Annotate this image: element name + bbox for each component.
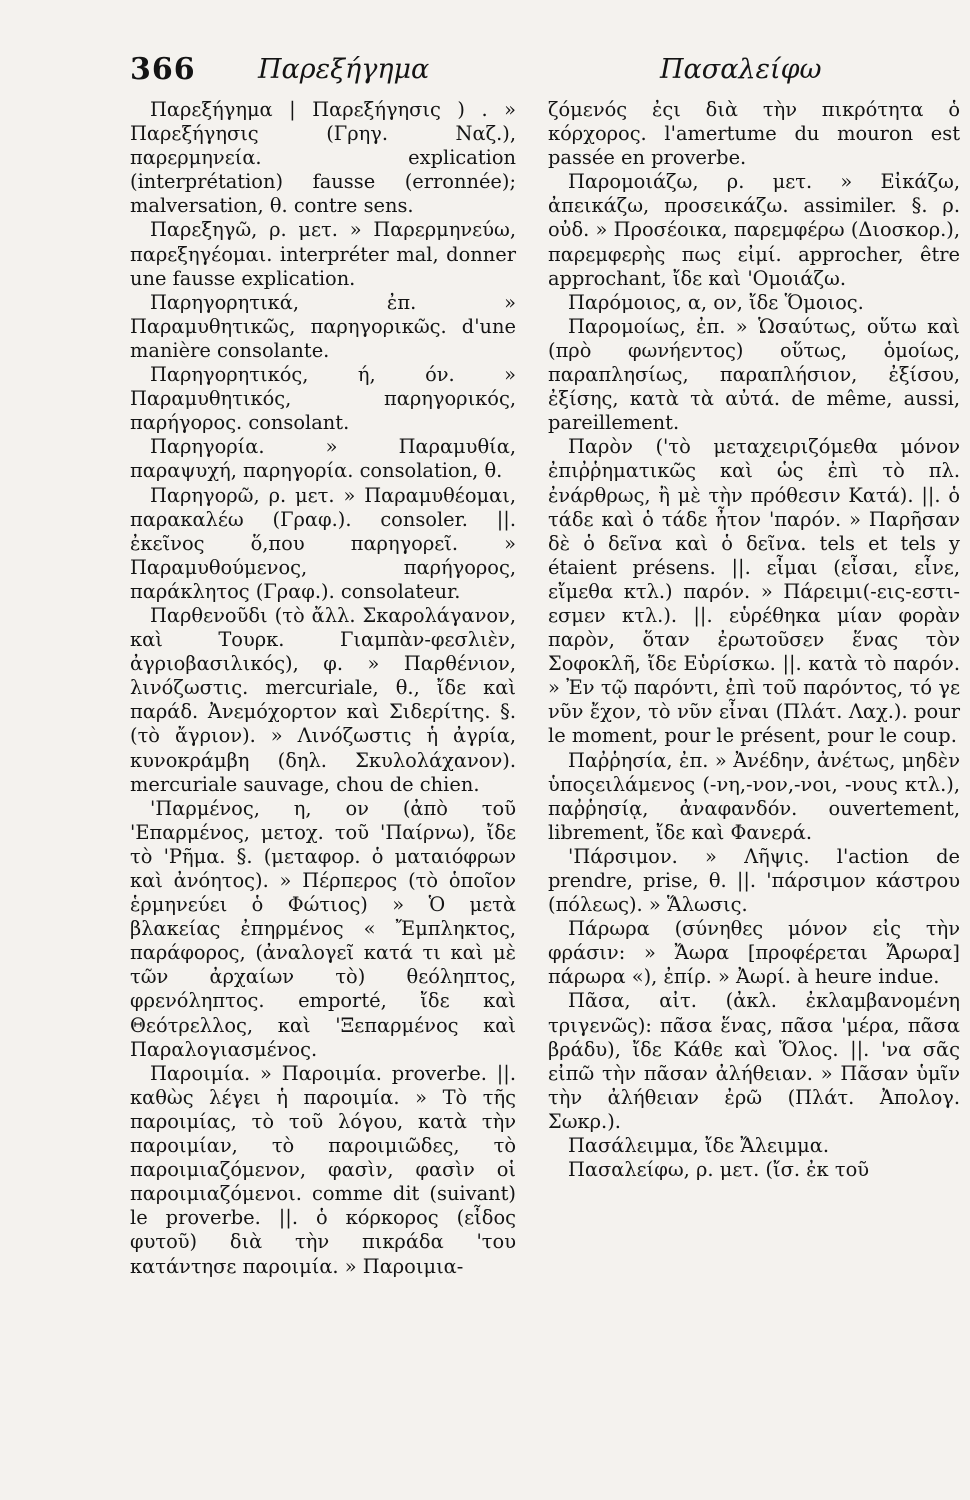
dictionary-entry: Παρηγορῶ, ρ. μετ. » Παραμυθέομαι, παρακαλέω (Γραφ.). consoler. ||. ἐκεῖνος ὅ,που παρηγορεῖ. » Παραμυθούμενος, παρήγορος, παράκλητος (Γραφ.). consolateur. — [130, 483, 516, 603]
dictionary-entry: Παρόμοιος, α, ον, ἴδε Ὅμοιος. — [568, 290, 864, 314]
dictionary-entry: Παρηγορία. » Παραμυθία, παραψυχή, παρηγορία. consolation, θ. — [130, 435, 516, 483]
running-head-right: Πασαλείφω — [660, 54, 822, 85]
dictionary-entry: Παρεξηγῶ, ρ. μετ. » Παρερμηνεύω, παρεξηγέομαι. interpréter mal, donner une fausse explication. — [130, 218, 516, 290]
dictionary-entry: 'Παρμένος, η, ον (ἀπὸ τοῦ 'Επαρμένος, μετοχ. τοῦ 'Παίρνω), ἴδε τὸ 'Ρῆμα. §. (μεταφορ. ὁ ματαιόφρων καὶ ἀνόητος). » Πέρπερος (τὸ ὁποῖον ἑρμηνεύει ὁ Φώτιος) » Ὁ μετὰ βλακείας ἐπηρμένος « Ἔμπληκτος, παράφορος, (ἀναλογεῖ κατά τι καὶ μὲ τῶν ἀρχαίων τὸ) θεόληπτος, φρενόληπτος. emporté, ἴδε καὶ Θεότρελλος, καὶ 'Ξεπαρμένος καὶ Παραλογιασμένος. — [130, 796, 516, 1061]
running-head-left: Παρεξήγημα — [258, 54, 430, 85]
dictionary-entry: Παρομοιάζω, ρ. μετ. » Εἰκάζω, ἀπεικάζω, προσεικάζω. assimiler. §. ρ. οὐδ. » Προσέοικα, παρεμφέρω (Διοσκορ.), παρεμφερὴς πως εἰμί. approcher, être approchant, ἴδε καὶ 'Ομοιάζω. — [548, 170, 960, 290]
dictionary-entry: Παρηγορητικά, ἐπ. » Παραμυθητικῶς, παρηγορικῶς. d'une manière consolante. — [130, 290, 516, 362]
dictionary-entry: Πᾶσα, αἰτ. (ἀκλ. ἐκλαμβανομένη τριγενῶς): πᾶσα ἕνας, πᾶσα 'μέρα, πᾶσα βράδυ), ἴδε Κάθε καὶ Ὅλος. ||. 'να σᾶς εἰπῶ τὴν πᾶσαν ἀλήθειαν. » Πᾶσαν ὑμῖν τὴν ἀλήθειαν ἐρῶ (Πλάτ. Ἀπολογ. Σωκρ.). — [548, 989, 960, 1133]
dictionary-entry: Παῤῥησία, ἐπ. » Ἀνέδην, ἀνέτως, μηδὲν ὑποςειλάμενος (-νη,-νον,-νοι, -νους κτλ.), παῤῥησίᾳ, ἀναφανδόν. ouvertement, librement, ἴδε καὶ Φανερά. — [548, 748, 960, 844]
dictionary-entry: Παρεξήγημα | Παρεξήγησις ) . » Παρεξήγησις (Γρηγ. Ναζ.), παρερμηνεία. explication (interprétation) fausse (erronnée); malversation, θ. contre sens. — [130, 98, 516, 218]
dictionary-entry: Παρθενοῦδι (τὸ ἄλλ. Σκαρολάγανον, καὶ Τουρκ. Γιαμπὰν-φεσλιὲν, ἀγριοβασιλικός), φ. » Παρθένιον, λινόζωστις. mercuriale, θ., ἴδε καὶ παράδ. Ἀνεμόχορτον καὶ Σιδερίτης. §. (τὸ ἄγριον). » Λινόζωστις ἡ ἀγρία, κυνοκράμβη (δηλ. Σκυλολάχανον). mercuriale sauvage, chou de chien. — [130, 603, 516, 796]
left-column — [130, 98, 516, 1279]
dictionary-entry: Πασαλείφω, ρ. μετ. (ἴσ. ἐκ τοῦ — [568, 1158, 870, 1182]
right-column — [548, 98, 960, 1182]
page-number: 366 — [130, 52, 196, 87]
dictionary-entry: ζόμενός ἐςι διὰ τὴν πικρότητα ὁ κόρχορος. l'amertume du mouron est passée en proverbe. — [548, 98, 960, 170]
dictionary-entry: Παρηγορητικός, ή, όν. » Παραμυθητικός, παρηγορικός, παρήγορος. consolant. — [130, 363, 516, 435]
dictionary-entry: Πασάλειμμα, ἴδε Ἄλειμμα. — [568, 1134, 830, 1158]
dictionary-entry: Παρομοίως, ἐπ. » Ὡσαύτως, οὕτω καὶ (πρὸ φωνήεντος) οὕτως, ὁμοίως, παραπλησίως, παραπλήσιον, ἐξίσου, ἐξίσης, κατὰ τὰ αὐτά. de même, aussi, pareillement. — [548, 314, 960, 435]
dictionary-entry: 'Πάρσιμον. » Λῆψις. l'action de prendre, prise, θ. ||. 'πάρσιμον κάστρου (πόλεως). » Ἅλωσις. — [548, 844, 960, 917]
dictionary-entry: Πάρωρα (σύνηθες μόνον εἰς τὴν φράσιν: » Ἄωρα [προφέρεται Ἄρωρα] πάρωρα «), ἐπίρ. » Ἀωρί. à heure indue. — [548, 917, 960, 989]
dictionary-entry: Παροιμία. » Παροιμία. proverbe. ||. καθὼς λέγει ἡ παροιμία. » Τὸ τῆς παροιμίας, τὸ τοῦ λόγου, κατὰ τὴν παροιμίαν, τὸ παροιμιῶδες, τὸ παροιμιαζόμενον, φασὶν, φασὶν οἱ παροιμιαζόμενοι. comme dit (suivant) le proverbe. ||. ὁ κόρκορος (εἶδος φυτοῦ) διὰ τὴν πικράδα 'του κατάντησε παροιμία. » Παροιμια- — [130, 1061, 516, 1278]
dictionary-entry: Παρὸν ('τὸ μεταχειριζόμεθα μόνον ἐπιῤῥηματικῶς καὶ ὡς ἐπὶ τὸ πλ. ἐνάρθρως, ἢ μὲ τὴν πρόθεσιν Κατά). ||. ὁ τάδε καὶ ὁ τάδε ἦτον 'παρόν. » Παρῆσαν δὲ ὁ δεῖνα καὶ ὁ δεῖνα. tels et tels y étaient présens. ||. εἶμαι (εἶσαι, εἶνε, εἴμεθα κτλ.) παρόν. » Πάρειμι(-εις-εστι-εσμεν κτλ.). ||. εὑρέθηκα μίαν φορὰν παρὸν, ὅταν ἐρωτοῦσεν ἕνας τὸν Σοφοκλῆ, ἴδε Εὑρίσκω. ||. κατὰ τὸ παρόν. » Ἐν τῷ παρόντι, ἐπὶ τοῦ παρόντος, τό γε νῦν ἔχον, τὸ νῦν εἶναι (Πλάτ. Λαχ.). pour le moment, pour le présent, pour le coup. — [548, 435, 960, 748]
